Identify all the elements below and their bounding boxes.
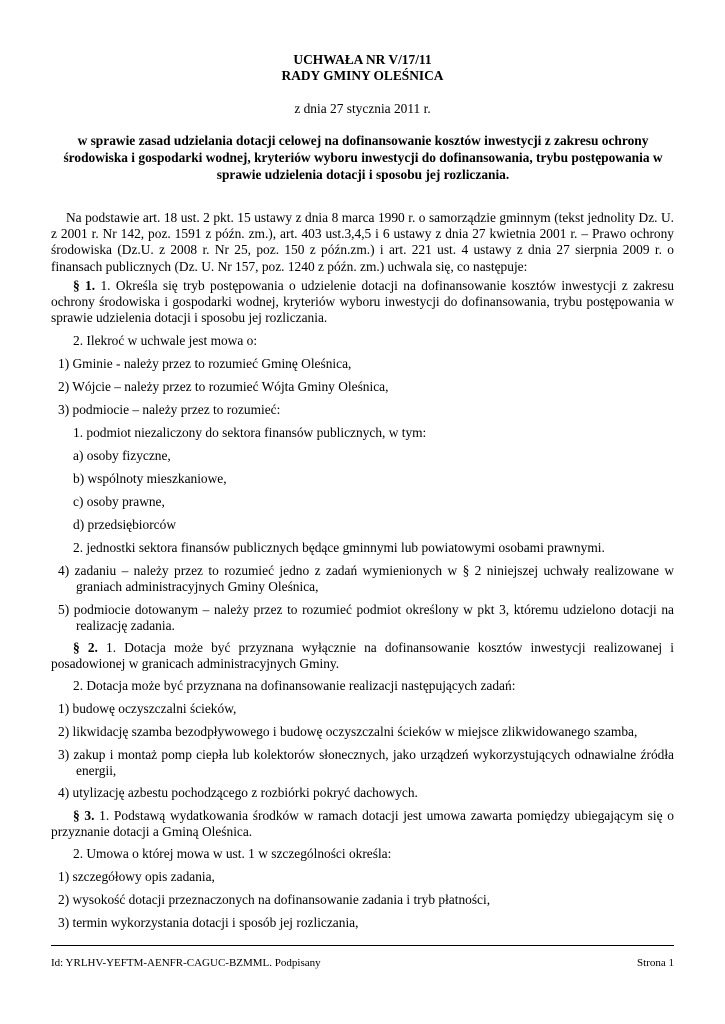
definition-item-4: 4) zadaniu – należy przez to rozumieć jedno z zadań wymienionych w § 2 niniejszej uchwały realizowane w graniach administracyjnych Gminy Oleśnica,: [58, 563, 674, 595]
section-1-paragraph-2: 2. Ilekroć w uchwale jest mowa o:: [73, 333, 258, 348]
section-1-mark: § 1.: [73, 278, 96, 293]
document-id: Id: YRLHV-YEFTM-AENFR-CAGUC-BZMML. Podpisany: [51, 957, 321, 969]
agreement-item-3: 3) termin wykorzystania dotacji i sposób jej rozliczania,: [58, 915, 359, 930]
section-2-paragraph-1: [51, 640, 674, 672]
subject-item-a: a) osoby fizyczne,: [73, 448, 171, 463]
resolution-date: z dnia 27 stycznia 2011 r.: [294, 101, 431, 116]
section-3-paragraph-2: 2. Umowa o której mowa w ust. 1 w szczególności określa:: [73, 846, 392, 861]
section-1-paragraph-1: [51, 278, 674, 327]
page-number: Strona 1: [637, 957, 674, 969]
subject-item-c: c) osoby prawne,: [73, 494, 165, 509]
agreement-item-2: 2) wysokość dotacji przeznaczonych na dofinansowanie zadania i tryb płatności,: [58, 892, 491, 907]
definition-item-5: 5) podmiocie dotowanym – należy przez to rozumieć podmiot określony w pkt 3, któremu udzielono dotacji na realizację zadania.: [58, 602, 674, 634]
council-name: RADY GMINY OLEŚNICA: [281, 68, 444, 83]
section-2-paragraph-2: 2. Dotacja może być przyznana na dofinansowanie realizacji następujących zadań:: [73, 678, 516, 693]
agreement-item-1: 1) szczegółowy opis zadania,: [58, 869, 215, 884]
subject-group-2: 2. jednostki sektora finansów publicznych będące gminnymi lub powiatowymi osobami prawnymi.: [73, 540, 605, 555]
section-2-paragraph-1-text: 1. Dotacja może być przyznana wyłącznie na dofinansowanie kosztów inwestycji realizowanej i posadowionej w granicach administracyjnych Gminy.: [51, 640, 674, 672]
section-1-paragraph-1-text: 1. Określa się tryb postępowania o udzielenie dotacji na dofinansowanie kosztów inwestycji z zakresu ochrony środowiska i gospodarki wodnej, kryteriów wyboru inwestycji do dofinansowania, trybu postępowania w sprawie udzielenia dotacji i sposobu jej rozliczania.: [51, 278, 674, 326]
task-item-2: 2) likwidację szamba bezodpływowego i budowę oczyszczalni ścieków w miejsce zlikwidowanego szamba,: [58, 724, 638, 739]
definition-item-3: 3) podmiocie – należy przez to rozumieć:: [58, 402, 281, 417]
subject-item-d: d) przedsiębiorców: [73, 517, 176, 532]
task-item-3: 3) zakup i montaż pomp ciepła lub kolektorów słonecznych, jako urządzeń wykorzystujących odnawialne źródła energii,: [58, 747, 674, 779]
preamble: Na podstawie art. 18 ust. 2 pkt. 15 ustawy z dnia 8 marca 1990 r. o samorządzie gminnym (tekst jednolity Dz. U. z 2001 r. Nr 142, poz. 1591 z późn. zm.), art. 403 ust.3,4,5 i 6 ustawy z dnia 27 kwietnia 2001 r. – Prawo ochrony środowiska (Dz.U. z 2008 r. Nr 25, poz. 150 z późn.zm.) i art. 221 ust. 4 ustawy z dnia 27 sierpnia 2009 r. o finansach publicznych (Dz. U. Nr 157, poz. 1240 z późn. zm.) uchwala się, co następuje:: [51, 210, 674, 274]
task-item-4: 4) utylizację azbestu pochodzącego z rozbiórki pokryć dachowych.: [58, 785, 418, 800]
footer-divider: [51, 945, 674, 946]
section-3-mark: § 3.: [73, 808, 95, 823]
resolution-number: UCHWAŁA NR V/17/11: [293, 52, 432, 67]
subject-item-b: b) wspólnoty mieszkaniowe,: [73, 471, 227, 486]
subject-group-1: 1. podmiot niezaliczony do sektora finansów publicznych, w tym:: [73, 425, 427, 440]
section-3-paragraph-1: [51, 808, 674, 840]
definition-item-1: 1) Gminie - należy przez to rozumieć Gminę Oleśnica,: [58, 356, 352, 371]
section-3-paragraph-1-text: 1. Podstawą wydatkowania środków w ramach dotacji jest umowa zawarta pomiędzy ubiegającym się o przyznanie dotacji a Gminą Oleśnica.: [51, 808, 674, 840]
resolution-subject: w sprawie zasad udzielania dotacji celowej na dofinansowanie kosztów inwestycji z zakresu ochrony środowiska i gospodarki wodnej, kryteriów wyboru inwestycji do dofinansowania, trybu postępowania w sprawie udzielenia dotacji i sposobu jej rozliczania.: [63, 133, 663, 182]
definition-item-2: 2) Wójcie – należy przez to rozumieć Wójta Gminy Oleśnica,: [58, 379, 389, 394]
task-item-1: 1) budowę oczyszczalni ścieków,: [58, 701, 237, 716]
section-2-mark: § 2.: [73, 640, 98, 655]
